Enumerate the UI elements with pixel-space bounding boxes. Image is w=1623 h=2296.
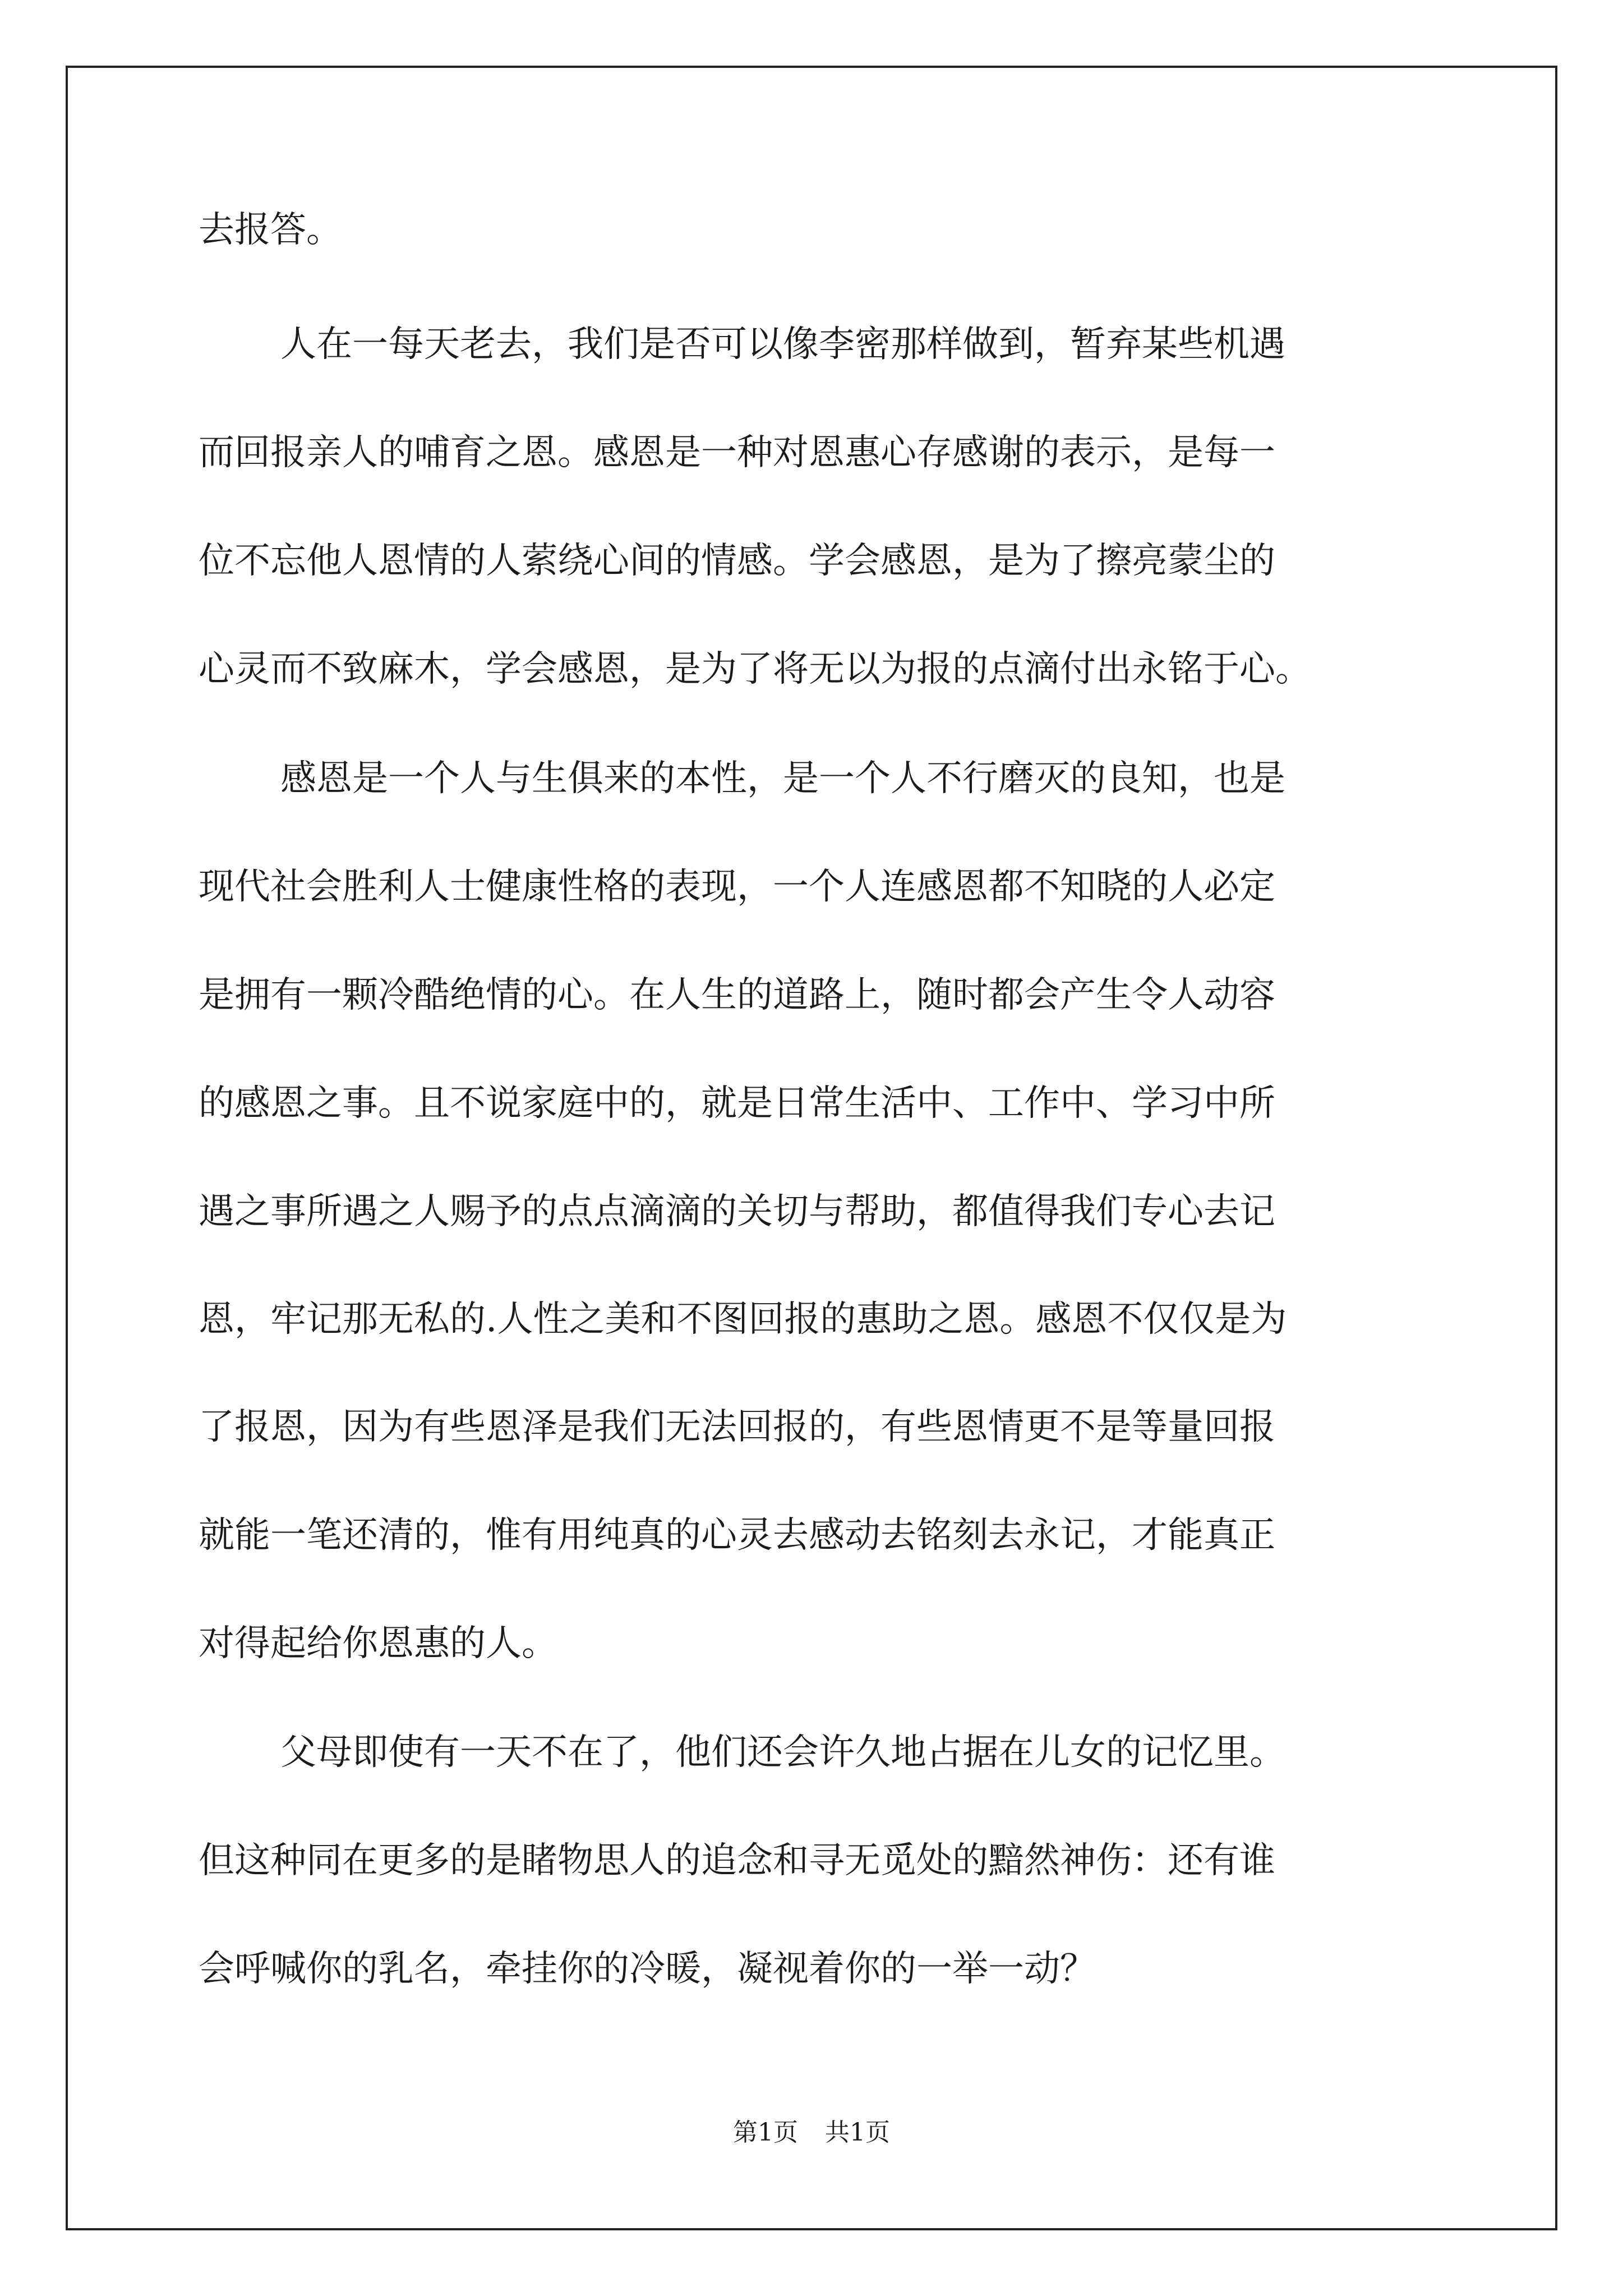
text-line: 现代社会胜利人士健康性格的表现，一个人连感恩都不知晓的人必定 bbox=[199, 866, 1275, 908]
text-line: 了报恩，因为有些恩泽是我们无法回报的，有些恩情更不是等量回报 bbox=[199, 1406, 1275, 1448]
page-total: 共1页 bbox=[825, 2118, 890, 2147]
text-line: 位不忘他人恩情的人萦绕心间的情感。学会感恩，是为了擦亮蒙尘的 bbox=[199, 540, 1275, 582]
text-line: 父母即使有一天不在了，他们还会许久地占据在儿女的记忆里。 bbox=[280, 1732, 1285, 1773]
text-line: 对得起给你恩惠的人。 bbox=[199, 1623, 557, 1664]
text-line: 感恩是一个人与生俱来的本性，是一个人不行磨灭的良知，也是 bbox=[280, 758, 1285, 799]
text-line: 而回报亲人的哺育之恩。感恩是一种对恩惠心存感谢的表示，是每一 bbox=[199, 432, 1275, 473]
page-footer bbox=[0, 2120, 1623, 2145]
text-line: 就能一笔还清的，惟有用纯真的心灵去感动去铭刻去永记，才能真正 bbox=[199, 1515, 1275, 1556]
page-border bbox=[66, 66, 1557, 2230]
text-line: 的感恩之事。且不说家庭中的，就是日常生活中、工作中、学习中所 bbox=[199, 1083, 1275, 1124]
text-line: 人在一每天老去，我们是否可以像李密那样做到，暂弃某些机遇 bbox=[280, 324, 1285, 365]
text-line: 是拥有一颗冷酷绝情的心。在人生的道路上，随时都会产生令人动容 bbox=[199, 974, 1275, 1016]
text-line: 会呼喊你的乳名，牵挂你的冷暖，凝视着你的一举一动？ bbox=[199, 1948, 1096, 1990]
text-line: 但这种同在更多的是睹物思人的追念和寻无觅处的黯然神伤：还有谁 bbox=[199, 1840, 1275, 1881]
text-line: 恩，牢记那无私的.人性之美和不图回报的惠助之恩。感恩不仅仅是为 bbox=[199, 1299, 1287, 1340]
text-line: 去报答。 bbox=[199, 209, 342, 251]
page-number: 第1页 bbox=[733, 2118, 798, 2147]
text-line: 遇之事所遇之人赐予的点点滴滴的关切与帮助，都值得我们专心去记 bbox=[199, 1191, 1275, 1232]
text-line: 心灵而不致麻木，学会感恩，是为了将无以为报的点滴付出永铭于心。 bbox=[199, 648, 1311, 690]
